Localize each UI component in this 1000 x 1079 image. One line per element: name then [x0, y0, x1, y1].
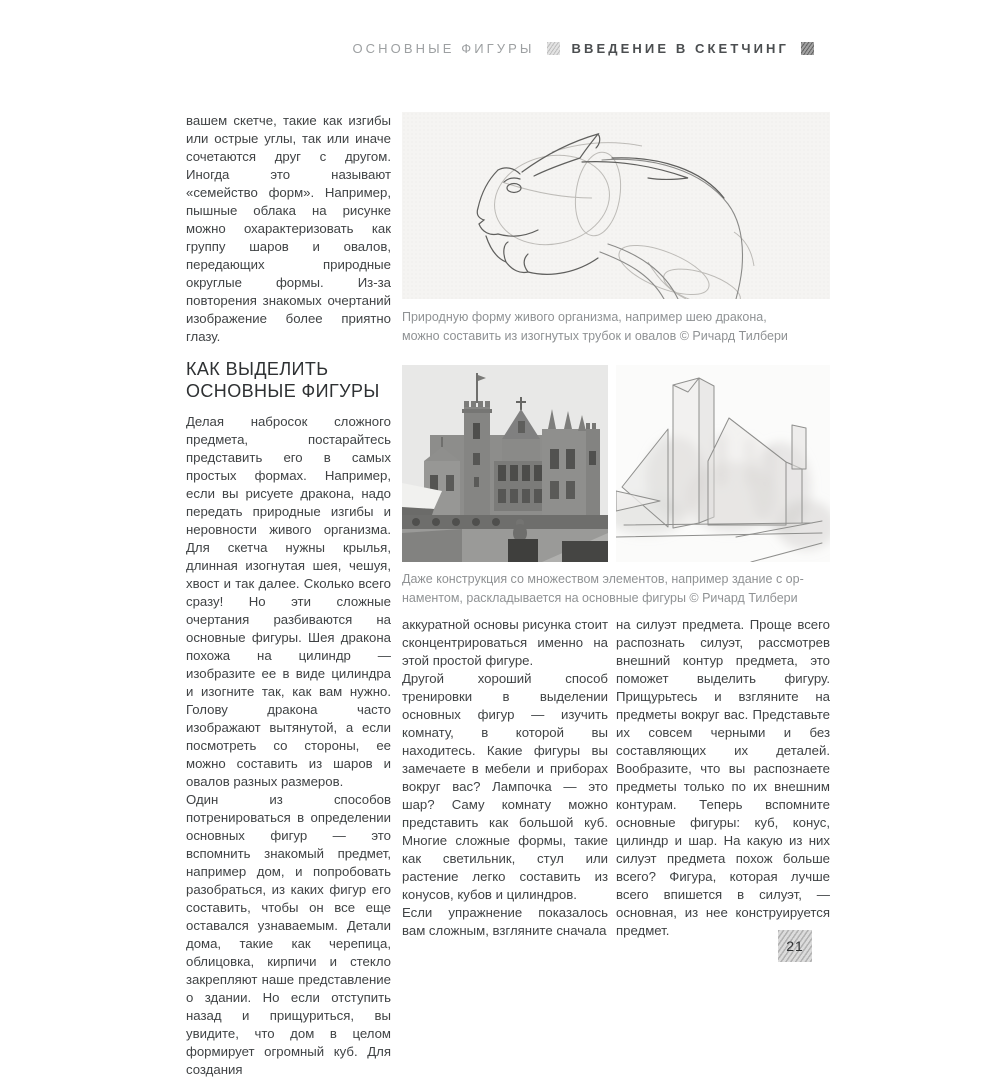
- building-photo-image: [402, 365, 608, 562]
- figure-caption: [402, 570, 804, 608]
- middle-text-column: [402, 616, 608, 940]
- figure-building-photo: [402, 365, 608, 562]
- figure-dragon-neck-sketch: [402, 112, 830, 299]
- page-number: 21: [786, 938, 804, 954]
- running-head-chapter-title: ВВЕДЕНИЕ В СКЕТЧИНГ: [571, 41, 789, 56]
- body-paragraph: на силуэт предмета. Проще всего распознать силуэт, рассмотрев внешний контур предмета, это поможет выделить фигуру. Прищурьтесь и взгляните на предметы вокруг вас. Представьте их совсем черными и без составляющих их деталей. Вообразите, что вы распознаете предметы только по их внешним контурам. Теперь вспомните основные фигуры: куб, конус, цилиндр и шар. На какую из них силуэт предмета похож больше всего? Фигура, которая лучше всего впишется в силуэт, — основная, из нее конструируется предмет.: [616, 617, 830, 938]
- building-sketch-drawing: [616, 365, 830, 562]
- body-paragraph: аккуратной основы рисунка стоит сконцентрироваться именно на этой простой фигуре.: [402, 617, 608, 668]
- right-text-column: [616, 616, 830, 940]
- page-number-badge: [778, 930, 812, 962]
- caption-line: Природную форму живого организма, например шею дракона,: [402, 310, 767, 324]
- caption-line: можно составить из изогнутых трубок и овалов © Ричард Тилбери: [402, 329, 788, 343]
- body-paragraph: Другой хороший способ тренировки в выделении основных фигур — изучить комнату, в которой вы находитесь. Какие фигуры вы замечаете в мебели и приборах вокруг вас? Лампочка — это шар? Саму комнату можно представить как большой куб. Многие сложные формы, такие как светильник, стул или растение легко составить из конусов, кубов и цилиндров.: [402, 671, 608, 902]
- caption-line: наментом, раскладывается на основные фигуры © Ричард Тилбери: [402, 591, 798, 605]
- hatch-square-dark-icon: [801, 42, 814, 55]
- dragon-sketch-drawing: [402, 112, 830, 299]
- figure-building-shapes-sketch: [616, 365, 830, 562]
- body-paragraph: Делая набросок сложного предмета, постарайтесь представить его в самых простых формах. Например, если вы рисуете дракона, надо передать природные изгибы и неровности живого организма. Для скетча нужны крылья, длинная изогнутая шея, чешуя, хвост и так далее. Сколько всего сразу! Но эти сложные очертания разбиваются на основные фигуры. Шея дракона похожа на цилиндр — изобразите ее в виде цилиндра и изогните так, как вам нужно. Голову дракона часто изображают вытянутой, а если посмотреть со стороны, ее можно составить из шаров и овалов разных размеров.: [186, 414, 391, 789]
- running-head-section-title: ОСНОВНЫЕ ФИГУРЫ: [352, 41, 535, 56]
- caption-line: Даже конструкция со множеством элементов, например здание с ор-: [402, 572, 804, 586]
- figure-caption: [402, 308, 788, 346]
- body-paragraph: Если упражнение показалось вам сложным, взгляните сначала: [402, 905, 608, 938]
- body-paragraph: вашем скетче, такие как изгибы или острые углы, так или иначе сочетаются друг с другом. Иногда это называют «семейство форм». Например, пышные облака на рисунке можно охарактеризовать как группу шаров и овалов, передающих природные округлые формы. Из-за повторения знакомых очертаний изображение более приятно глазу.: [186, 113, 391, 344]
- left-text-column: [186, 112, 391, 1079]
- section-heading: КАК ВЫДЕЛИТЬ ОСНОВНЫЕ ФИГУРЫ: [186, 359, 380, 401]
- body-paragraph: Один из способов потренироваться в определении основных фигур — это вспомнить знакомый предмет, например дом, и попробовать разобраться, из каких фигур его составить, чтобы он все еще оставался узнаваемым. Детали дома, такие как черепица, облицовка, кирпичи и стекло закрепляют наше представление о здании. Но если отступить назад и прищуриться, вы увидите, что дом в целом формирует огромный куб. Для создания: [186, 792, 391, 1077]
- hatch-square-light-icon: [547, 42, 560, 55]
- running-head: [352, 41, 814, 56]
